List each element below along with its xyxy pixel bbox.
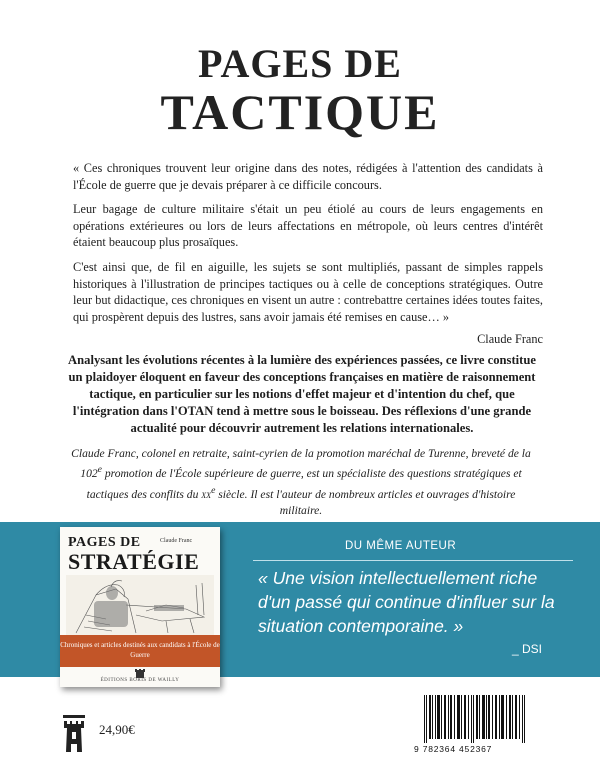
title-line-2: TACTIQUE (160, 84, 440, 140)
page-title (0, 42, 600, 138)
price: 24,90€ (99, 722, 135, 737)
barcode-icon (424, 695, 528, 743)
bio-part-3: siècle. Il est l'auteur de nombreux articles et ouvrages d'histoire militaire. (215, 487, 516, 517)
tower-logo-icon (62, 712, 86, 752)
quote-paragraph-2: Leur bagage de culture militaire s'était un peu étiolé au cours de leurs engagements en opérations extérieures ou lors de leurs affectations en métropole, où leurs centres d'intérêt étaient beaucoup plus prosaïques. (73, 202, 543, 250)
bio-superscript-1: e (97, 464, 102, 476)
book-title-line-1: PAGES DE (68, 535, 141, 550)
author-bio (66, 446, 536, 519)
review-quote: « Une vision intellectuellement riche d'un passé qui continue d'influer sur la situation contemporaine. » (258, 568, 555, 636)
bio-part-2: promotion de l'École supérieure de guerre, est un spécialiste des questions stratégiques et tactiques des conflits du (86, 467, 522, 501)
publisher-logo-icon (134, 668, 146, 678)
book-summary: Analysant les évolutions récentes à la lumière des expériences passées, ce livre constitue un plaidoyer éloquent en faveur des conceptions françaises en matière de raisonnement tactique, en particulier sur les notions d'effet majeur et d'intention du chef, que l'intégration dans l'OTAN tend à mettre sous le boisseau. Des réflexions d'une grande actualité pour découvrir autrement les relations internationales. (68, 353, 536, 435)
book-subtitle-banner: Chroniques et articles destinés aux candidats à l'École de Guerre (60, 635, 220, 667)
same-author-heading: DU MÊME AUTEUR (345, 540, 457, 552)
quote-paragraph-1: « Ces chroniques trouvent leur origine dans des notes, rédigées à l'attention des candidats à l'École de guerre que je devais préparer à ce difficile concours. (73, 161, 543, 192)
engraving-illustration (66, 575, 214, 635)
book-title-line-2: STRATÉGIE (68, 549, 200, 574)
related-book-cover (60, 527, 220, 687)
book-publisher: ÉDITIONS BORIS DE WAILLY (100, 678, 180, 683)
author-quote (73, 160, 543, 356)
bio-part-1: Claude Franc, colonel en retraite, saint-cyrien de la promotion maréchal de Turenne, breveté de la 102 (71, 447, 531, 481)
band-divider (253, 560, 573, 561)
quote-signature: Claude Franc (477, 332, 543, 347)
review-source: _ DSI (512, 642, 543, 656)
bio-century: xx (201, 487, 212, 501)
bio-superscript-2: e (211, 484, 216, 496)
quote-paragraph-3: C'est ainsi que, de fil en aiguille, les sujets se sont multipliés, passant de simples rappels historiques à l'illustration de principes tactiques ou à celle de conceptions stratégiques. Outre leur but didactique, ces chroniques en visent un autre : contrebattre certaines idées toutes faites, qui prospèrent depuis des lustres, sans avoir jamais été remises en cause… » (73, 259, 543, 324)
title-line-1: PAGES DE (198, 41, 402, 86)
barcode-number: 9 782364 452367 (414, 744, 493, 754)
book-author: Claude Franc (160, 538, 193, 544)
